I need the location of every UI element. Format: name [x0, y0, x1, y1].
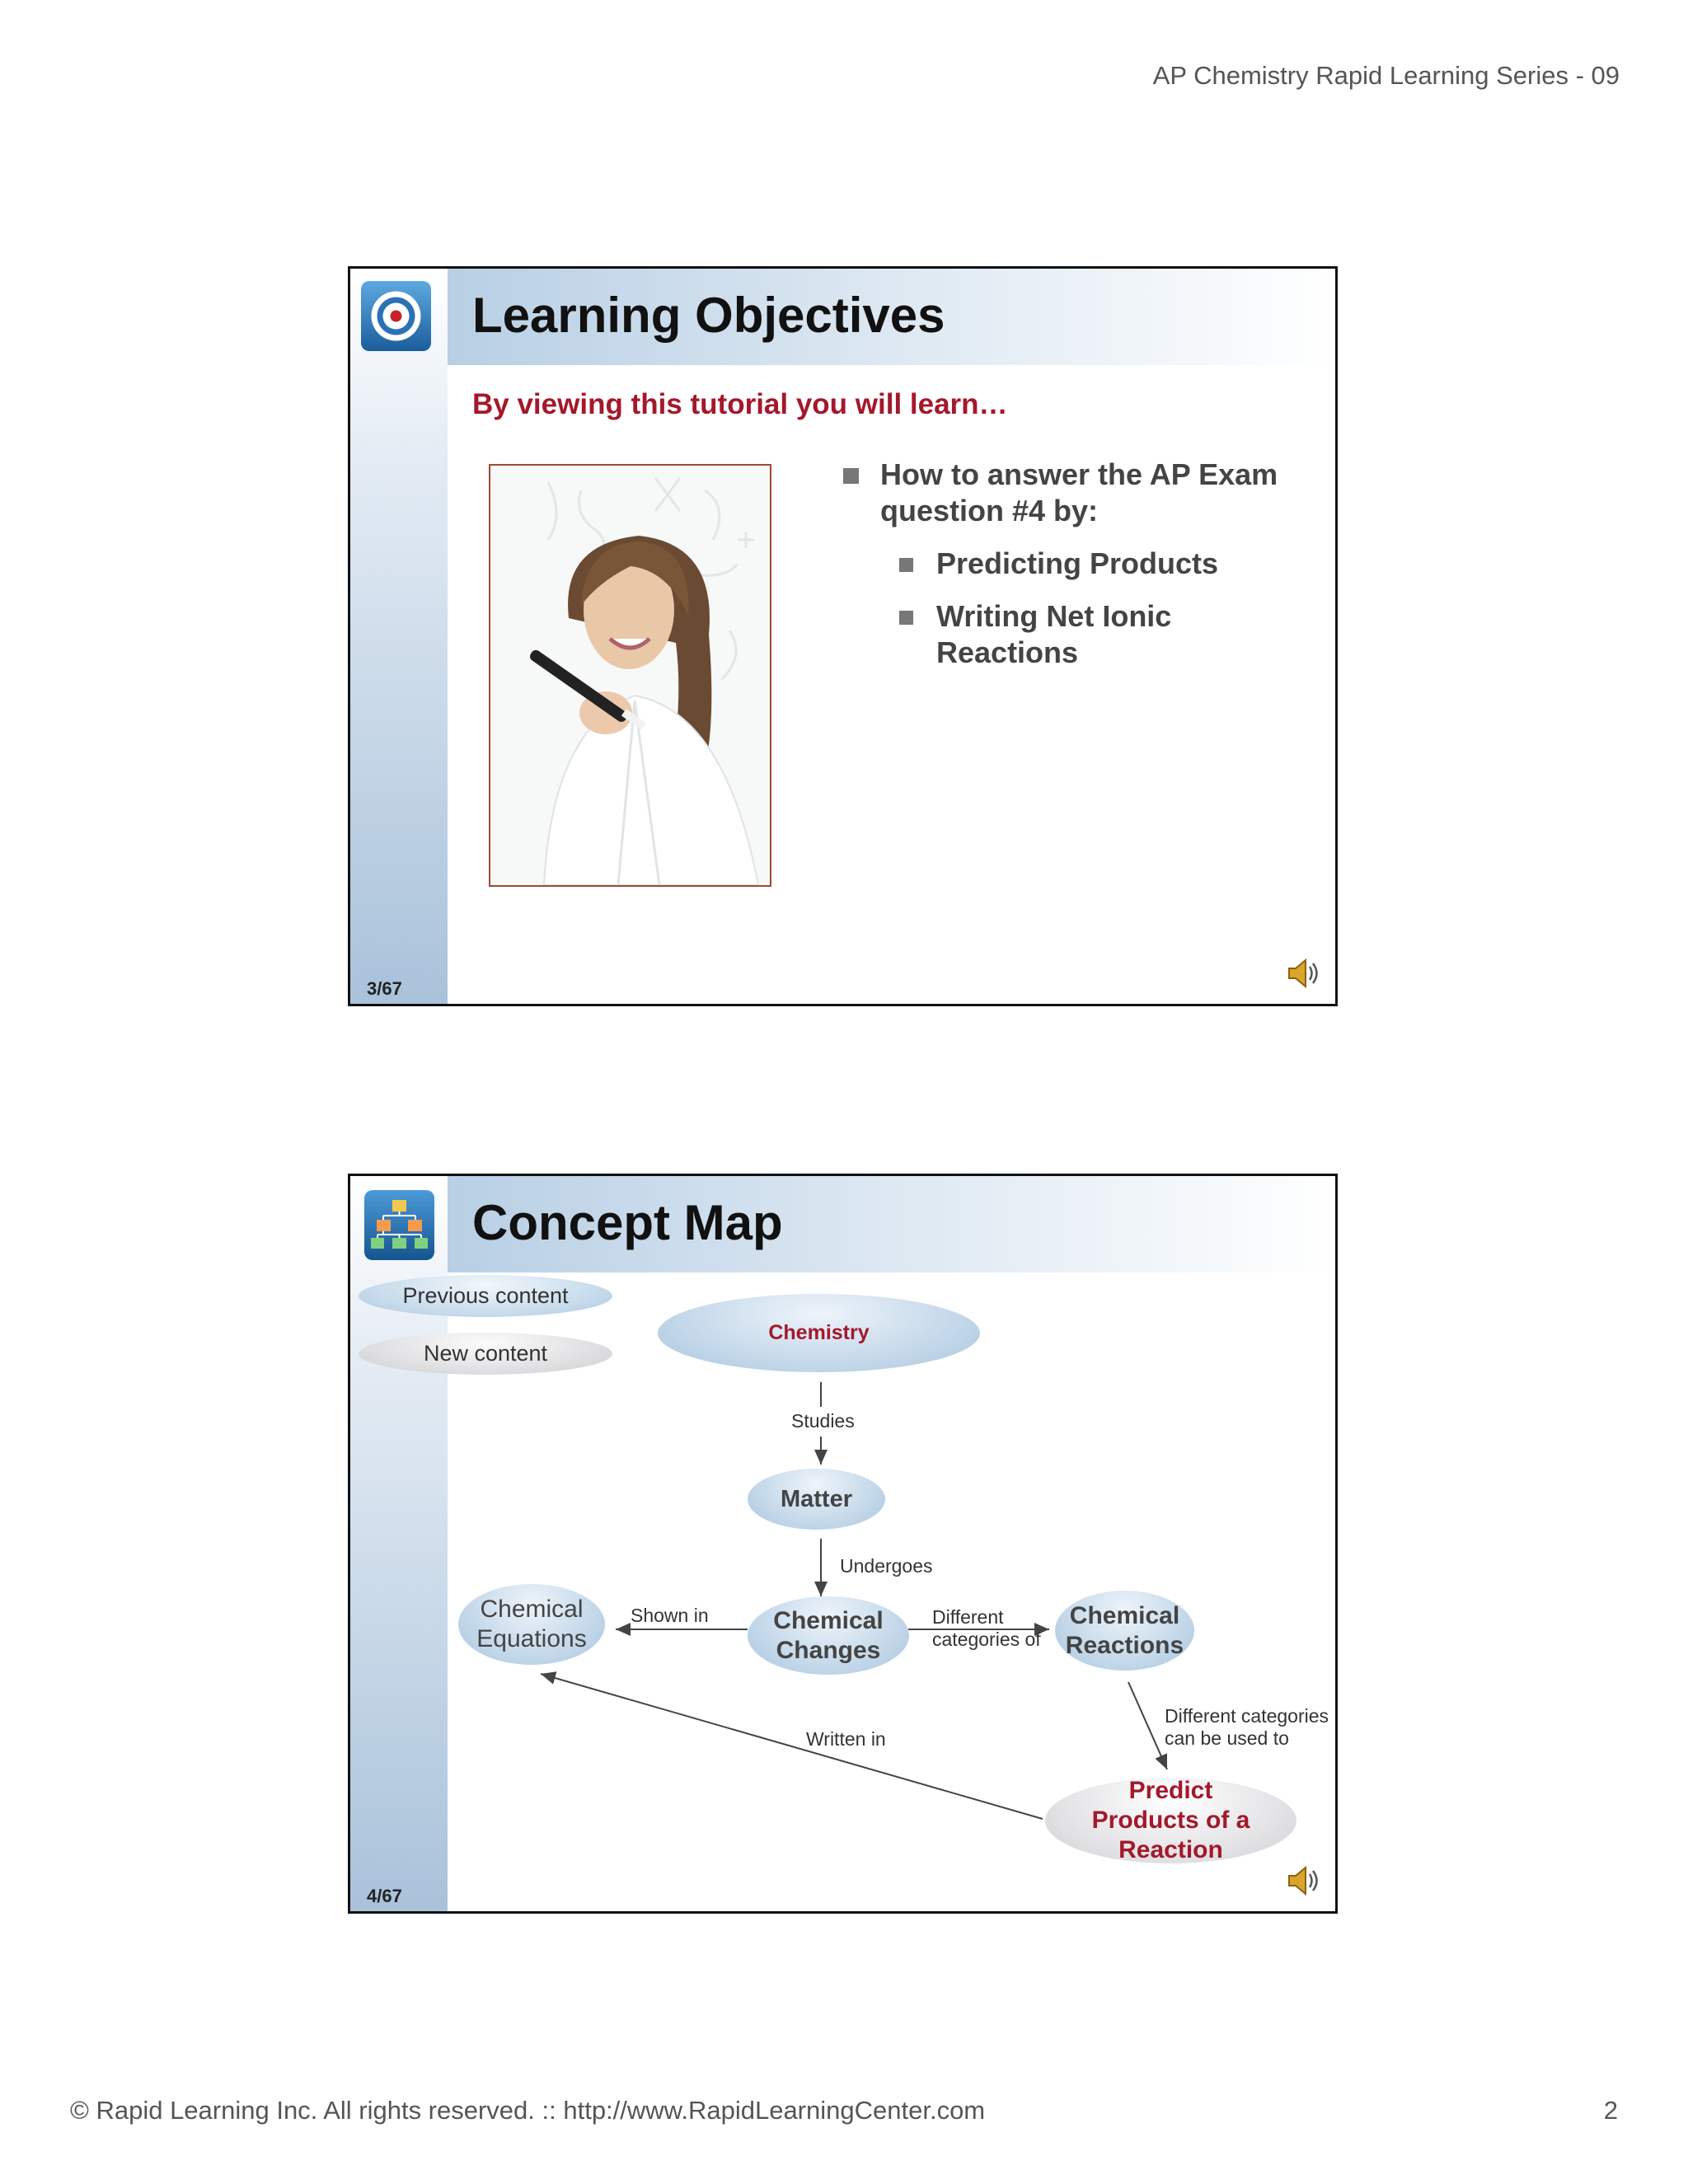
edge-label-written-in: Written in [806, 1728, 886, 1750]
edge-label-can-be-used-to: Different categories can be used to [1165, 1705, 1329, 1749]
square-bullet-icon [843, 468, 859, 484]
slide-number: 4/67 [367, 1886, 402, 1906]
student-photo [489, 464, 771, 887]
edge-label-shown-in: Shown in [631, 1605, 709, 1626]
node-matter [748, 1469, 885, 1530]
node-label: Chemical Reactions [1065, 1601, 1184, 1659]
footer-copyright: © Rapid Learning Inc. All rights reserved. :: http://www.RapidLearningCenter.com [70, 2096, 986, 2125]
list-item [841, 457, 1302, 529]
bullet-text: Writing Net Ionic Reactions [936, 599, 1172, 669]
speaker-icon[interactable] [1286, 956, 1320, 991]
bullet-text: How to answer the AP Exam question #4 by: [880, 457, 1278, 527]
node-chemistry [658, 1294, 980, 1372]
node-chemical-equations [458, 1584, 605, 1665]
series-header: AP Chemistry Rapid Learning Series - 09 [1152, 61, 1620, 90]
speaker-icon[interactable] [1286, 1863, 1320, 1898]
slide-concept-map [348, 1174, 1338, 1914]
edge-label-undergoes: Undergoes [840, 1555, 933, 1577]
node-label: Matter [780, 1485, 852, 1512]
node-label: Chemical Changes [773, 1606, 884, 1664]
legend-previous-content: Previous content [359, 1275, 612, 1317]
node-chemical-reactions [1055, 1591, 1194, 1671]
square-bullet-icon [899, 611, 913, 625]
list-item [897, 598, 1302, 671]
legend-new-content: New content [359, 1333, 612, 1375]
node-chemical-changes [748, 1596, 909, 1675]
node-label: Predict Products of a Reaction [1091, 1777, 1250, 1863]
slide-title: Learning Objectives [472, 288, 945, 343]
edge-label-different-categories-of: Different categories of [932, 1606, 1041, 1650]
node-label: Chemistry [768, 1321, 870, 1344]
square-bullet-icon [899, 558, 913, 572]
slide-number: 3/67 [367, 978, 402, 999]
node-label: Chemical Equations [476, 1596, 587, 1652]
list-item [897, 546, 1302, 582]
slide-subtitle: By viewing this tutorial you will learn… [472, 388, 1008, 420]
node-predict-products [1045, 1778, 1296, 1863]
target-icon [361, 281, 431, 351]
bullet-text: Predicting Products [936, 546, 1219, 580]
footer-page-number: 2 [1603, 2096, 1618, 2125]
slide-sidebar [350, 269, 448, 1004]
objectives-list [841, 457, 1302, 671]
slide-title: Concept Map [472, 1195, 783, 1250]
slide-learning-objectives [348, 266, 1338, 1006]
edge-label-studies: Studies [791, 1410, 855, 1432]
